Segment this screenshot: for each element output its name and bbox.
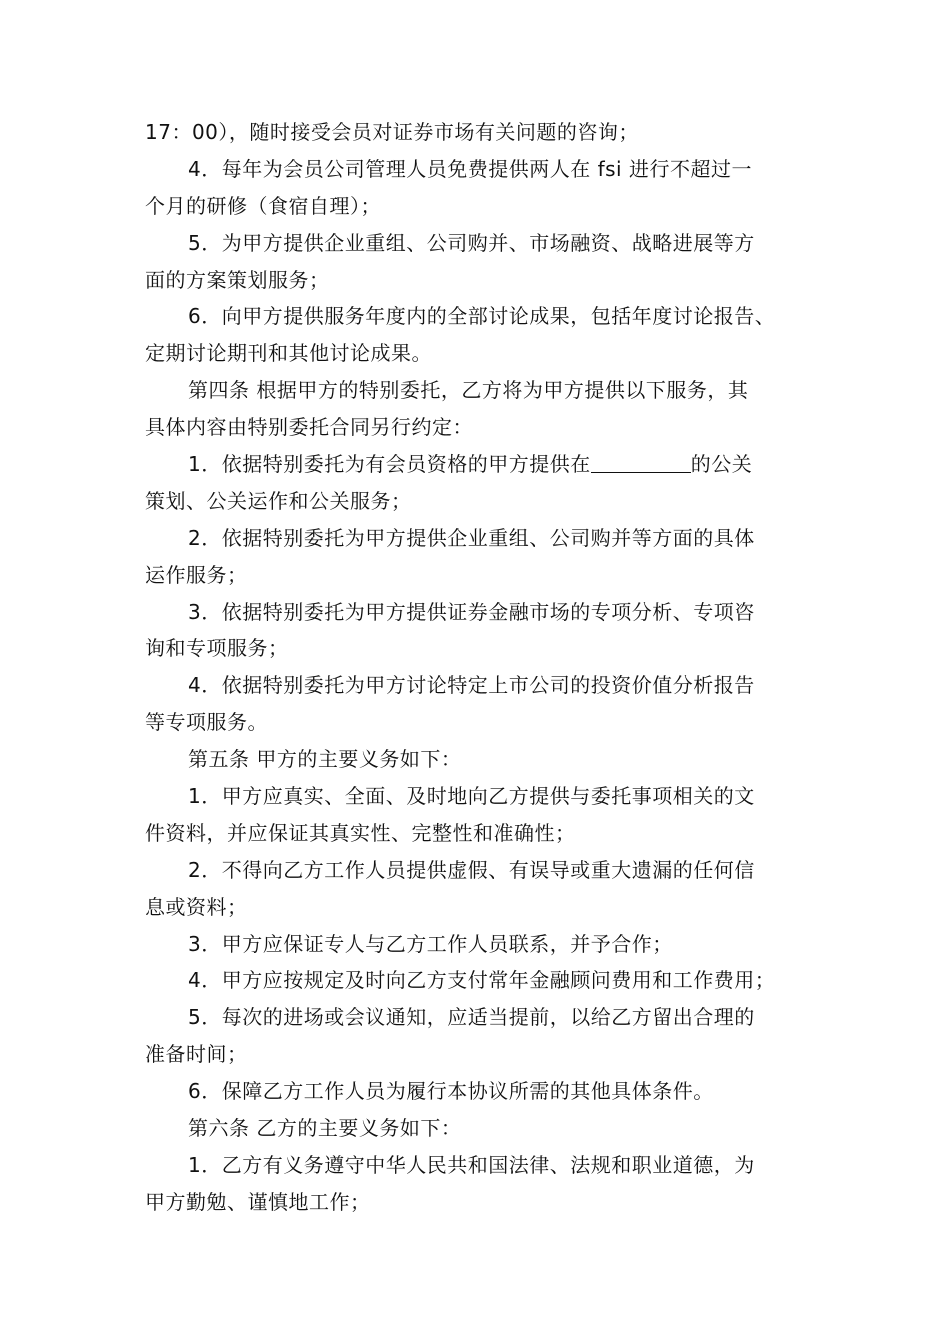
text-line: 4．甲方应按规定及时向乙方支付常年金融顾问费用和工作费用； <box>188 968 776 993</box>
text-line: 1．甲方应真实、全面、及时地向乙方提供与委托事项相关的文 <box>188 784 755 809</box>
text-line: 6．向甲方提供服务年度内的全部讨论成果，包括年度讨论报告、 <box>188 304 776 329</box>
text-line: 具体内容由特别委托合同另行约定： <box>145 415 473 440</box>
text-line: 件资料，并应保证其真实性、完整性和准确性； <box>145 820 576 845</box>
text-line: 面的方案策划服务； <box>145 267 330 292</box>
text-line: 1．乙方有义务遵守中华人民共和国法律、法规和职业道德，为 <box>188 1152 755 1177</box>
text-line: 3．甲方应保证专人与乙方工作人员联系，并予合作； <box>188 931 673 956</box>
text-line <box>145 446 810 483</box>
text-before-blank: 1．依据特别委托为有会员资格的甲方提供在 <box>188 452 591 477</box>
text-line: 运作服务； <box>145 562 248 587</box>
text-line: 个月的研修（食宿自理）； <box>145 193 381 218</box>
text-line: 策划、公关运作和公关服务； <box>145 488 412 513</box>
text-line: 息或资料； <box>145 894 248 919</box>
text-line: 17：00），随时接受会员对证券市场有关问题的咨询； <box>145 120 639 144</box>
text-line: 5．每次的进场或会议通知，应适当提前，以给乙方留出合理的 <box>188 1005 755 1030</box>
text-line: 2．不得向乙方工作人员提供虚假、有误导或重大遗漏的任何信 <box>188 857 755 882</box>
article-heading: 第五条 甲方的主要义务如下： <box>188 747 462 772</box>
text-line: 准备时间； <box>145 1042 248 1067</box>
text-line: 定期讨论期刊和其他讨论成果。 <box>145 341 432 366</box>
text-line: 5．为甲方提供企业重组、公司购并、市场融资、战略进展等方 <box>188 230 755 255</box>
text-line: 6．保障乙方工作人员为履行本协议所需的其他具体条件。 <box>188 1079 714 1104</box>
text-line: 2．依据特别委托为甲方提供企业重组、公司购并等方面的具体 <box>188 525 755 550</box>
text-line: 3．依据特别委托为甲方提供证券金融市场的专项分析、专项咨 <box>188 599 755 624</box>
article-heading: 第六条 乙方的主要义务如下： <box>188 1116 462 1141</box>
text-line: 4．依据特别委托为甲方讨论特定上市公司的投资价值分析报告 <box>188 673 755 698</box>
text-after-blank: 的公关 <box>690 452 753 477</box>
text-line: 询和专项服务； <box>145 636 289 661</box>
article-heading: 第四条 根据甲方的特别委托，乙方将为甲方提供以下服务，其 <box>188 378 749 403</box>
text-line: 4．每年为会员公司管理人员免费提供两人在 fsi 进行不超过一 <box>188 156 752 181</box>
text-line: 甲方勤勉、谨慎地工作； <box>145 1189 371 1214</box>
text-line: 等专项服务。 <box>145 710 268 735</box>
fill-in-blank <box>591 452 691 473</box>
